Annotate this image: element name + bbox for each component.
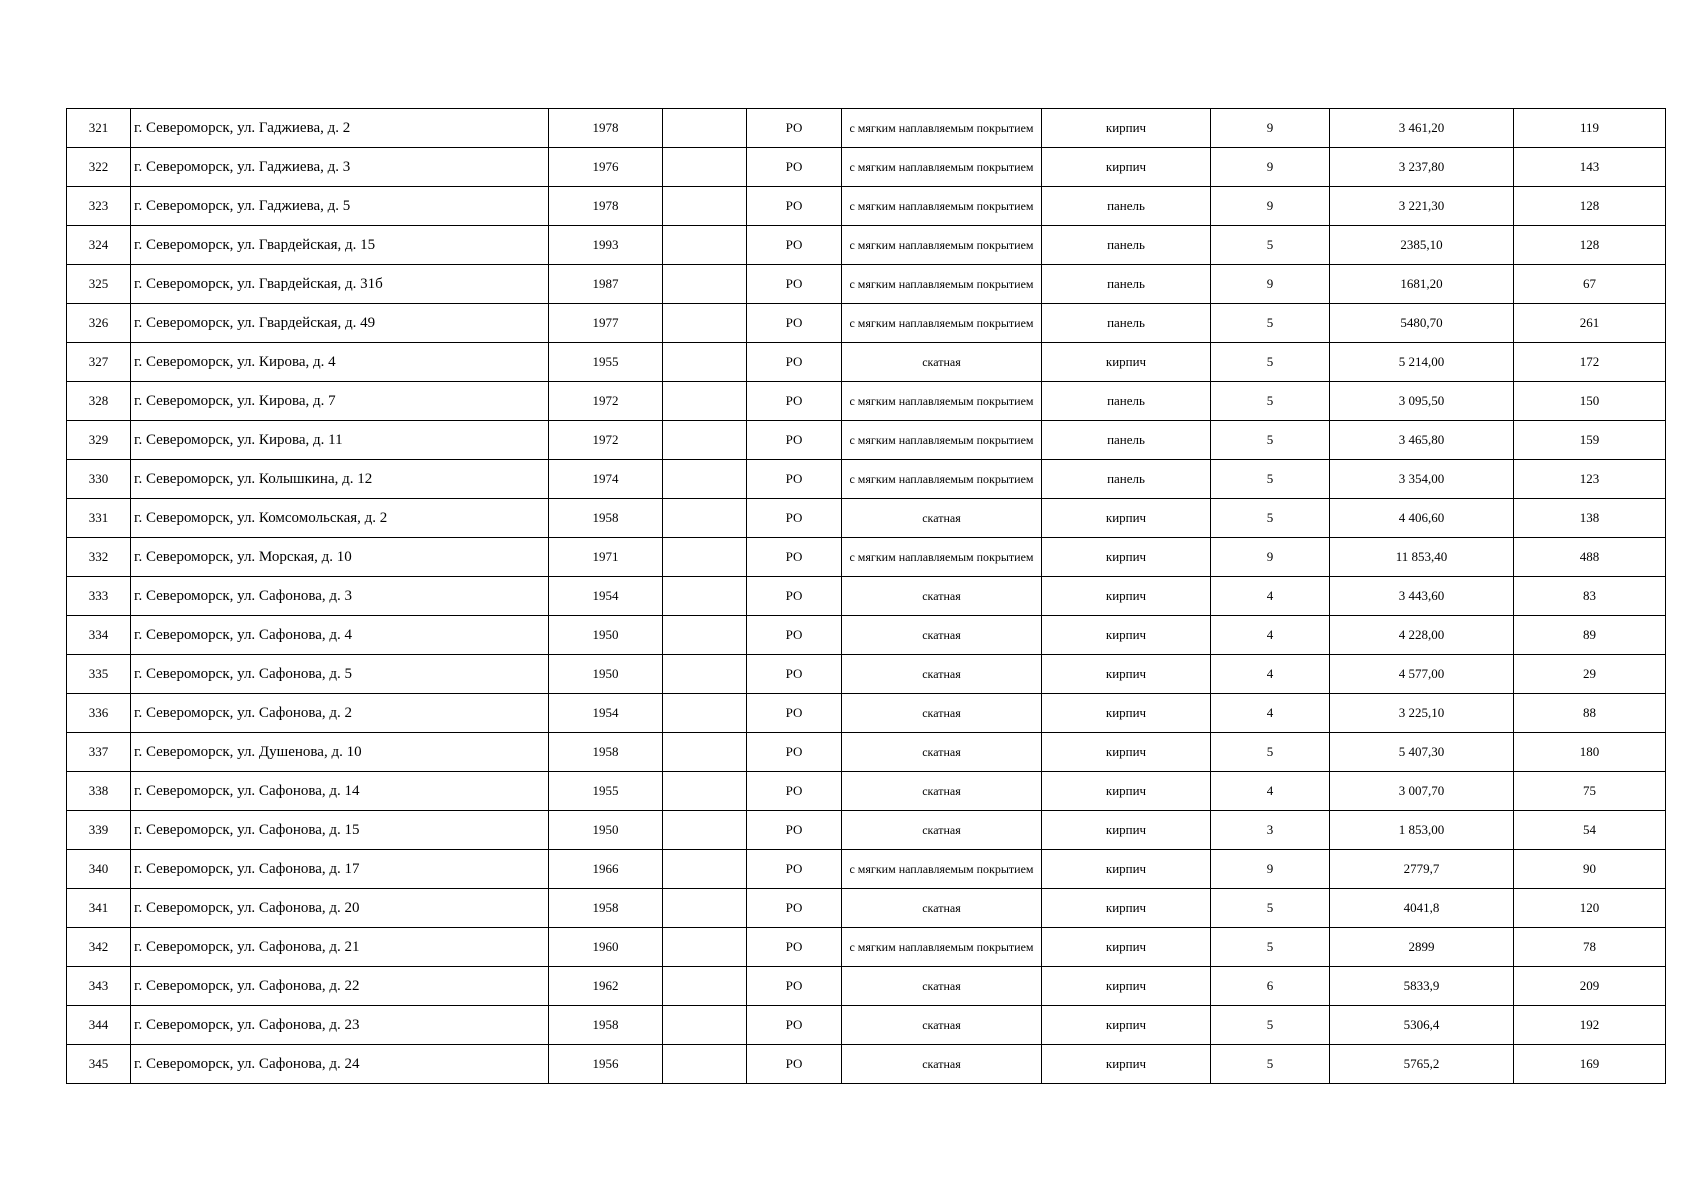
table-row <box>67 187 1666 226</box>
cell-area: 5833,9 <box>1330 967 1514 1006</box>
cell-year: 1977 <box>549 304 663 343</box>
cell-floors: 5 <box>1211 499 1330 538</box>
cell-address: г. Североморск, ул. Сафонова, д. 22 <box>131 967 549 1006</box>
table-row <box>67 109 1666 148</box>
cell-area: 2779,7 <box>1330 850 1514 889</box>
cell-year: 1955 <box>549 772 663 811</box>
cell-area: 4041,8 <box>1330 889 1514 928</box>
cell-extra <box>663 265 747 304</box>
cell-type: РО <box>747 226 842 265</box>
cell-extra <box>663 421 747 460</box>
cell-type: РО <box>747 616 842 655</box>
cell-address: г. Североморск, ул. Сафонова, д. 20 <box>131 889 549 928</box>
table-row <box>67 304 1666 343</box>
cell-count: 128 <box>1514 187 1666 226</box>
table-row <box>67 265 1666 304</box>
cell-floors: 4 <box>1211 616 1330 655</box>
cell-floors: 6 <box>1211 967 1330 1006</box>
cell-address: г. Североморск, ул. Сафонова, д. 2 <box>131 694 549 733</box>
cell-number: 321 <box>67 109 131 148</box>
cell-material: панель <box>1042 265 1211 304</box>
cell-material: кирпич <box>1042 967 1211 1006</box>
table-row <box>67 694 1666 733</box>
cell-extra <box>663 226 747 265</box>
cell-number: 339 <box>67 811 131 850</box>
cell-material: кирпич <box>1042 655 1211 694</box>
cell-year: 1978 <box>549 187 663 226</box>
cell-address: г. Североморск, ул. Кирова, д. 4 <box>131 343 549 382</box>
cell-year: 1954 <box>549 694 663 733</box>
cell-year: 1972 <box>549 382 663 421</box>
cell-number: 330 <box>67 460 131 499</box>
cell-type: РО <box>747 733 842 772</box>
cell-type: РО <box>747 772 842 811</box>
cell-area: 1 853,00 <box>1330 811 1514 850</box>
cell-year: 1956 <box>549 1045 663 1084</box>
cell-floors: 5 <box>1211 733 1330 772</box>
cell-extra <box>663 577 747 616</box>
cell-year: 1958 <box>549 889 663 928</box>
cell-count: 261 <box>1514 304 1666 343</box>
cell-type: РО <box>747 499 842 538</box>
cell-year: 1966 <box>549 850 663 889</box>
cell-area: 3 443,60 <box>1330 577 1514 616</box>
cell-area: 4 577,00 <box>1330 655 1514 694</box>
table-row <box>67 343 1666 382</box>
cell-type: РО <box>747 967 842 1006</box>
cell-extra <box>663 694 747 733</box>
cell-extra <box>663 343 747 382</box>
cell-address: г. Североморск, ул. Комсомольская, д. 2 <box>131 499 549 538</box>
cell-count: 143 <box>1514 148 1666 187</box>
cell-type: РО <box>747 148 842 187</box>
cell-roof: скатная <box>842 811 1042 850</box>
cell-count: 192 <box>1514 1006 1666 1045</box>
cell-number: 323 <box>67 187 131 226</box>
cell-area: 3 225,10 <box>1330 694 1514 733</box>
cell-material: кирпич <box>1042 811 1211 850</box>
cell-material: кирпич <box>1042 109 1211 148</box>
table-row <box>67 577 1666 616</box>
cell-area: 3 007,70 <box>1330 772 1514 811</box>
cell-roof: скатная <box>842 772 1042 811</box>
cell-floors: 5 <box>1211 421 1330 460</box>
cell-address: г. Североморск, ул. Сафонова, д. 21 <box>131 928 549 967</box>
cell-address: г. Североморск, ул. Гвардейская, д. 31б <box>131 265 549 304</box>
cell-material: панель <box>1042 382 1211 421</box>
buildings-table <box>66 108 1666 1084</box>
cell-roof: скатная <box>842 343 1042 382</box>
cell-material: кирпич <box>1042 889 1211 928</box>
table-row <box>67 499 1666 538</box>
cell-floors: 5 <box>1211 1006 1330 1045</box>
cell-roof: скатная <box>842 694 1042 733</box>
cell-extra <box>663 304 747 343</box>
cell-address: г. Североморск, ул. Сафонова, д. 23 <box>131 1006 549 1045</box>
cell-address: г. Североморск, ул. Морская, д. 10 <box>131 538 549 577</box>
cell-number: 333 <box>67 577 131 616</box>
cell-roof: скатная <box>842 499 1042 538</box>
cell-number: 341 <box>67 889 131 928</box>
cell-type: РО <box>747 187 842 226</box>
cell-number: 343 <box>67 967 131 1006</box>
cell-material: кирпич <box>1042 577 1211 616</box>
cell-year: 1976 <box>549 148 663 187</box>
table-body <box>67 109 1666 1084</box>
cell-address: г. Североморск, ул. Душенова, д. 10 <box>131 733 549 772</box>
cell-extra <box>663 772 747 811</box>
cell-type: РО <box>747 421 842 460</box>
table-row <box>67 811 1666 850</box>
cell-type: РО <box>747 811 842 850</box>
table-row <box>67 928 1666 967</box>
cell-floors: 4 <box>1211 694 1330 733</box>
cell-area: 3 095,50 <box>1330 382 1514 421</box>
cell-extra <box>663 616 747 655</box>
cell-extra <box>663 733 747 772</box>
table-row <box>67 772 1666 811</box>
cell-extra <box>663 499 747 538</box>
table-row <box>67 733 1666 772</box>
cell-number: 345 <box>67 1045 131 1084</box>
cell-extra <box>663 850 747 889</box>
table-row <box>67 616 1666 655</box>
cell-material: кирпич <box>1042 148 1211 187</box>
cell-year: 1958 <box>549 1006 663 1045</box>
cell-extra <box>663 187 747 226</box>
cell-count: 172 <box>1514 343 1666 382</box>
cell-material: кирпич <box>1042 733 1211 772</box>
cell-number: 324 <box>67 226 131 265</box>
cell-count: 180 <box>1514 733 1666 772</box>
cell-floors: 3 <box>1211 811 1330 850</box>
cell-year: 1955 <box>549 343 663 382</box>
cell-material: панель <box>1042 226 1211 265</box>
cell-count: 119 <box>1514 109 1666 148</box>
cell-area: 2899 <box>1330 928 1514 967</box>
cell-count: 209 <box>1514 967 1666 1006</box>
cell-floors: 9 <box>1211 109 1330 148</box>
cell-extra <box>663 967 747 1006</box>
cell-material: кирпич <box>1042 928 1211 967</box>
cell-roof: скатная <box>842 1045 1042 1084</box>
cell-address: г. Североморск, ул. Сафонова, д. 3 <box>131 577 549 616</box>
cell-year: 1960 <box>549 928 663 967</box>
cell-roof: с мягким наплавляемым покрытием <box>842 226 1042 265</box>
cell-count: 75 <box>1514 772 1666 811</box>
cell-address: г. Североморск, ул. Кирова, д. 11 <box>131 421 549 460</box>
table-row <box>67 538 1666 577</box>
cell-year: 1950 <box>549 811 663 850</box>
cell-extra <box>663 382 747 421</box>
cell-material: панель <box>1042 187 1211 226</box>
cell-roof: с мягким наплавляемым покрытием <box>842 265 1042 304</box>
table-row <box>67 889 1666 928</box>
cell-year: 1987 <box>549 265 663 304</box>
cell-floors: 9 <box>1211 538 1330 577</box>
cell-type: РО <box>747 928 842 967</box>
cell-floors: 5 <box>1211 304 1330 343</box>
cell-number: 336 <box>67 694 131 733</box>
cell-area: 5 214,00 <box>1330 343 1514 382</box>
cell-material: кирпич <box>1042 538 1211 577</box>
cell-number: 328 <box>67 382 131 421</box>
cell-area: 3 237,80 <box>1330 148 1514 187</box>
cell-type: РО <box>747 109 842 148</box>
cell-floors: 9 <box>1211 148 1330 187</box>
cell-roof: скатная <box>842 1006 1042 1045</box>
cell-material: кирпич <box>1042 343 1211 382</box>
cell-year: 1958 <box>549 499 663 538</box>
cell-roof: скатная <box>842 577 1042 616</box>
cell-area: 5480,70 <box>1330 304 1514 343</box>
cell-area: 3 461,20 <box>1330 109 1514 148</box>
cell-extra <box>663 928 747 967</box>
cell-floors: 5 <box>1211 226 1330 265</box>
cell-type: РО <box>747 304 842 343</box>
cell-count: 29 <box>1514 655 1666 694</box>
cell-year: 1972 <box>549 421 663 460</box>
cell-roof: скатная <box>842 655 1042 694</box>
cell-count: 488 <box>1514 538 1666 577</box>
cell-number: 326 <box>67 304 131 343</box>
cell-number: 340 <box>67 850 131 889</box>
cell-year: 1974 <box>549 460 663 499</box>
cell-year: 1950 <box>549 616 663 655</box>
cell-count: 67 <box>1514 265 1666 304</box>
cell-address: г. Североморск, ул. Сафонова, д. 5 <box>131 655 549 694</box>
cell-area: 11 853,40 <box>1330 538 1514 577</box>
cell-number: 337 <box>67 733 131 772</box>
cell-floors: 9 <box>1211 187 1330 226</box>
cell-year: 1954 <box>549 577 663 616</box>
cell-address: г. Североморск, ул. Колышкина, д. 12 <box>131 460 549 499</box>
cell-type: РО <box>747 460 842 499</box>
cell-type: РО <box>747 265 842 304</box>
cell-type: РО <box>747 382 842 421</box>
cell-number: 334 <box>67 616 131 655</box>
cell-extra <box>663 109 747 148</box>
cell-material: панель <box>1042 421 1211 460</box>
cell-count: 90 <box>1514 850 1666 889</box>
cell-floors: 4 <box>1211 772 1330 811</box>
cell-roof: с мягким наплавляемым покрытием <box>842 382 1042 421</box>
cell-year: 1978 <box>549 109 663 148</box>
cell-area: 5765,2 <box>1330 1045 1514 1084</box>
cell-year: 1950 <box>549 655 663 694</box>
cell-roof: с мягким наплавляемым покрытием <box>842 304 1042 343</box>
cell-roof: с мягким наплавляемым покрытием <box>842 421 1042 460</box>
table-row <box>67 226 1666 265</box>
cell-address: г. Североморск, ул. Гвардейская, д. 49 <box>131 304 549 343</box>
cell-type: РО <box>747 1045 842 1084</box>
cell-count: 89 <box>1514 616 1666 655</box>
cell-floors: 5 <box>1211 889 1330 928</box>
cell-material: кирпич <box>1042 499 1211 538</box>
cell-area: 3 465,80 <box>1330 421 1514 460</box>
cell-extra <box>663 460 747 499</box>
cell-floors: 5 <box>1211 382 1330 421</box>
cell-count: 138 <box>1514 499 1666 538</box>
cell-count: 123 <box>1514 460 1666 499</box>
table-row <box>67 655 1666 694</box>
cell-type: РО <box>747 850 842 889</box>
cell-material: панель <box>1042 460 1211 499</box>
cell-extra <box>663 538 747 577</box>
cell-roof: с мягким наплавляемым покрытием <box>842 850 1042 889</box>
cell-address: г. Североморск, ул. Сафонова, д. 14 <box>131 772 549 811</box>
cell-count: 128 <box>1514 226 1666 265</box>
cell-roof: скатная <box>842 889 1042 928</box>
cell-extra <box>663 655 747 694</box>
cell-type: РО <box>747 889 842 928</box>
cell-number: 335 <box>67 655 131 694</box>
cell-roof: с мягким наплавляемым покрытием <box>842 187 1042 226</box>
table-row <box>67 148 1666 187</box>
cell-address: г. Североморск, ул. Гаджиева, д. 3 <box>131 148 549 187</box>
cell-roof: скатная <box>842 733 1042 772</box>
cell-address: г. Североморск, ул. Сафонова, д. 24 <box>131 1045 549 1084</box>
cell-material: панель <box>1042 304 1211 343</box>
cell-floors: 4 <box>1211 655 1330 694</box>
cell-year: 1962 <box>549 967 663 1006</box>
cell-address: г. Североморск, ул. Гаджиева, д. 2 <box>131 109 549 148</box>
cell-material: кирпич <box>1042 1006 1211 1045</box>
cell-number: 325 <box>67 265 131 304</box>
cell-number: 342 <box>67 928 131 967</box>
cell-roof: с мягким наплавляемым покрытием <box>842 538 1042 577</box>
cell-material: кирпич <box>1042 772 1211 811</box>
cell-area: 4 406,60 <box>1330 499 1514 538</box>
cell-year: 1993 <box>549 226 663 265</box>
cell-roof: скатная <box>842 616 1042 655</box>
cell-number: 322 <box>67 148 131 187</box>
cell-area: 2385,10 <box>1330 226 1514 265</box>
cell-address: г. Североморск, ул. Кирова, д. 7 <box>131 382 549 421</box>
cell-type: РО <box>747 1006 842 1045</box>
cell-floors: 9 <box>1211 265 1330 304</box>
cell-extra <box>663 889 747 928</box>
cell-year: 1971 <box>549 538 663 577</box>
cell-floors: 9 <box>1211 850 1330 889</box>
cell-address: г. Североморск, ул. Гаджиева, д. 5 <box>131 187 549 226</box>
cell-extra <box>663 811 747 850</box>
cell-count: 83 <box>1514 577 1666 616</box>
cell-roof: с мягким наплавляемым покрытием <box>842 460 1042 499</box>
table-row <box>67 421 1666 460</box>
cell-extra <box>663 1006 747 1045</box>
cell-number: 332 <box>67 538 131 577</box>
cell-type: РО <box>747 538 842 577</box>
cell-floors: 5 <box>1211 1045 1330 1084</box>
cell-address: г. Североморск, ул. Сафонова, д. 4 <box>131 616 549 655</box>
cell-area: 1681,20 <box>1330 265 1514 304</box>
cell-type: РО <box>747 694 842 733</box>
cell-address: г. Североморск, ул. Гвардейская, д. 15 <box>131 226 549 265</box>
cell-roof: скатная <box>842 967 1042 1006</box>
cell-count: 169 <box>1514 1045 1666 1084</box>
cell-area: 5306,4 <box>1330 1006 1514 1045</box>
cell-number: 331 <box>67 499 131 538</box>
cell-number: 327 <box>67 343 131 382</box>
table-row <box>67 1006 1666 1045</box>
cell-type: РО <box>747 655 842 694</box>
cell-type: РО <box>747 343 842 382</box>
cell-count: 54 <box>1514 811 1666 850</box>
cell-type: РО <box>747 577 842 616</box>
cell-number: 329 <box>67 421 131 460</box>
cell-roof: с мягким наплавляемым покрытием <box>842 148 1042 187</box>
cell-year: 1958 <box>549 733 663 772</box>
cell-area: 5 407,30 <box>1330 733 1514 772</box>
cell-count: 78 <box>1514 928 1666 967</box>
cell-address: г. Североморск, ул. Сафонова, д. 15 <box>131 811 549 850</box>
table-row <box>67 967 1666 1006</box>
table-row <box>67 1045 1666 1084</box>
cell-address: г. Североморск, ул. Сафонова, д. 17 <box>131 850 549 889</box>
cell-roof: с мягким наплавляемым покрытием <box>842 928 1042 967</box>
cell-roof: с мягким наплавляемым покрытием <box>842 109 1042 148</box>
cell-area: 4 228,00 <box>1330 616 1514 655</box>
cell-count: 88 <box>1514 694 1666 733</box>
cell-material: кирпич <box>1042 694 1211 733</box>
table-row <box>67 850 1666 889</box>
table-row <box>67 382 1666 421</box>
cell-extra <box>663 1045 747 1084</box>
cell-floors: 5 <box>1211 460 1330 499</box>
cell-material: кирпич <box>1042 616 1211 655</box>
table-row <box>67 460 1666 499</box>
cell-area: 3 221,30 <box>1330 187 1514 226</box>
cell-number: 338 <box>67 772 131 811</box>
cell-material: кирпич <box>1042 850 1211 889</box>
cell-extra <box>663 148 747 187</box>
cell-count: 120 <box>1514 889 1666 928</box>
cell-area: 3 354,00 <box>1330 460 1514 499</box>
cell-number: 344 <box>67 1006 131 1045</box>
cell-count: 159 <box>1514 421 1666 460</box>
cell-floors: 5 <box>1211 928 1330 967</box>
cell-floors: 5 <box>1211 343 1330 382</box>
cell-count: 150 <box>1514 382 1666 421</box>
cell-floors: 4 <box>1211 577 1330 616</box>
cell-material: кирпич <box>1042 1045 1211 1084</box>
